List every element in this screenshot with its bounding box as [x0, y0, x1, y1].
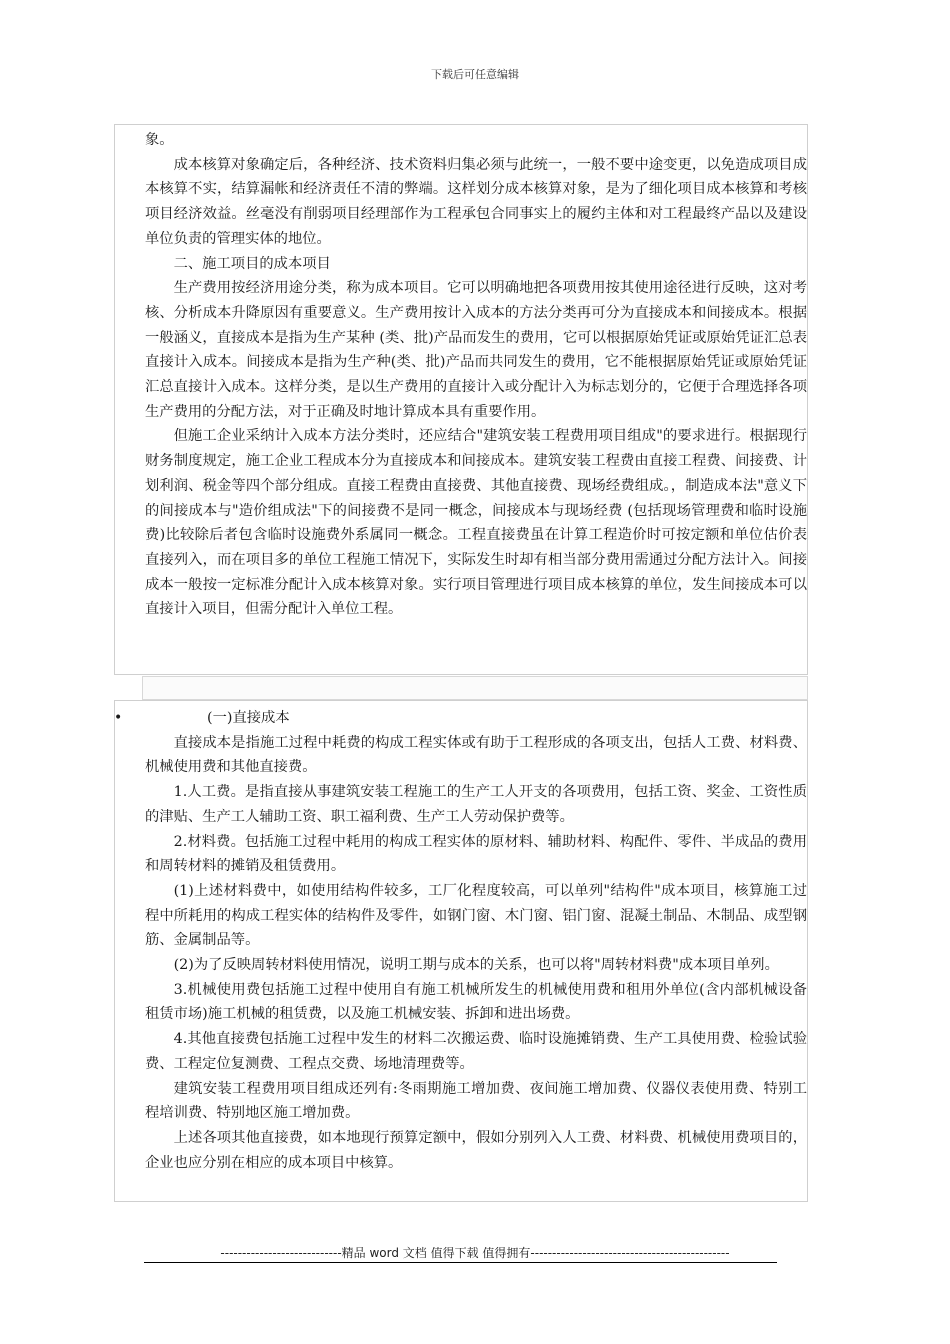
paragraph: 2.材料费。包括施工过程中耗用的构成工程实体的原材料、辅助材料、构配件、零件、半成品的费用和周转材料的摊销及租赁费用。 [145, 833, 807, 875]
paragraph: (1)上述材料费中，如使用结构件较多，工厂化程度较高，可以单列"结构件"成本项目，核算施工过程中所耗用的构成工程实体的结构件及零件，如钢门窗、木门窗、铝门窗、混凝土制品、木制品、成型钢筋、金属制品等。 [145, 882, 807, 949]
paragraph: 成本核算对象确定后，各种经济、技术资料归集必须与此统一，一般不要中途变更，以免造成项目成本核算不实，结算漏帐和经济责任不清的弊端。这样划分成本核算对象，是为了细化项目成本核算和考核项目经济效益。丝毫没有削弱项目经理部作为工程承包合同事实上的履约主体和对工程最终产品以及建设单位负责的管理实体的地位。 [145, 156, 807, 247]
paragraph: 4.其他直接费包括施工过程中发生的材料二次搬运费、临时设施摊销费、生产工具使用费、检验试验费、工程定位复测费、工程点交费、场地清理费等。 [145, 1031, 807, 1072]
section-heading-direct-cost: (一)直接成本 [207, 710, 290, 726]
header-note: 下载后可任意编辑 [431, 68, 519, 81]
paragraph: 上述各项其他直接费，如本地现行预算定额中，假如分别列入人工费、材料费、机械使用费项目的，企业也应分别在相应的成本项目中核算。 [145, 1129, 807, 1171]
paragraph: 象。 [145, 132, 174, 148]
paragraph: 3.机械使用费包括施工过程中使用自有施工机械所发生的机械使用费和租用外单位(含内部机械设备租赁市场)施工机械的租赁费，以及施工机械安装、拆卸和进出场费。 [145, 981, 807, 1023]
footer-rule [144, 1262, 777, 1263]
body-text-upper [145, 128, 807, 622]
paragraph: 建筑安装工程费用项目组成还列有:冬雨期施工增加费、夜间施工增加费、仪器仪表使用费、特别工程培训费、特别地区施工增加费。 [145, 1080, 807, 1122]
paragraph: 1.人工费。是指直接从事建筑安装工程施工的生产工人开支的各项费用，包括工资、奖金、工资性质的津贴、生产工人辅助工资、职工福利费、生产工人劳动保护费等。 [145, 784, 807, 825]
frame-divider-strip [142, 676, 808, 700]
paragraph: 但施工企业采纳计入成本方法分类时，还应结合"建筑安装工程费用项目组成"的要求进行。根据现行财务制度规定，施工企业工程成本分为直接成本和间接成本。建筑安装工程费由直接工程费、间接费、计划利润、税金等四个部分组成。直接工程费由直接费、其他直接费、现场经费组成。，制造成本法"意义下的间接成本与"造价组成法"下的间接费不是同一概念，间接成本与现场经费 (包括现场管理费和临时设施费)比较除后者包含临时设施费外系属同一概念。工程直接费虽在计算工程造价时可按定额和单位估价表直接列入，而在项目多的单位工程施工情况下，实际发生时却有相当部分费用需通过分配方法计入。间接成本一般按一定标准分配计入成本核算对象。实行项目管理进行项目成本核算的单位，发生间接成本可以直接计入项目，但需分配计入单位工程。 [145, 428, 807, 618]
paragraph: (2)为了反映周转材料使用情况，说明工期与成本的关系，也可以将"周转材料费"成本项目单列。 [173, 957, 779, 974]
paragraph: 直接成本是指施工过程中耗费的构成工程实体或有助于工程形成的各项支出，包括人工费、材料费、机械使用费和其他直接费。 [145, 734, 807, 776]
bullet-marker: • [114, 710, 123, 726]
body-text-lower [145, 706, 807, 1175]
section-heading-cost-items: 二、施工项目的成本项目 [173, 255, 331, 272]
footer-note: ----------------------------精品 word 文档 值得下载 值得拥有---------------------------------------------- [220, 1246, 730, 1260]
paragraph: 生产费用按经济用途分类，称为成本项目。它可以明确地把各项费用按其使用途径进行反映，这对考核、分析成本升降原因有重要意义。生产费用按计入成本的方法分类再可分为直接成本和间接成本。根据一般涵义，直接成本是指为生产某种 (类、批)产品而发生的费用，它可以根据原始凭证或原始凭证汇总表直接计入成本。间接成本是指为生产种(类、批)产品而共同发生的费用，它不能根据原始凭证或原始凭证汇总直接计入成本。这样分类，是以生产费用的直接计入或分配计入为标志划分的，它便于合理选择各项生产费用的分配方法，对于正确及时地计算成本具有重要作用。 [145, 280, 807, 420]
